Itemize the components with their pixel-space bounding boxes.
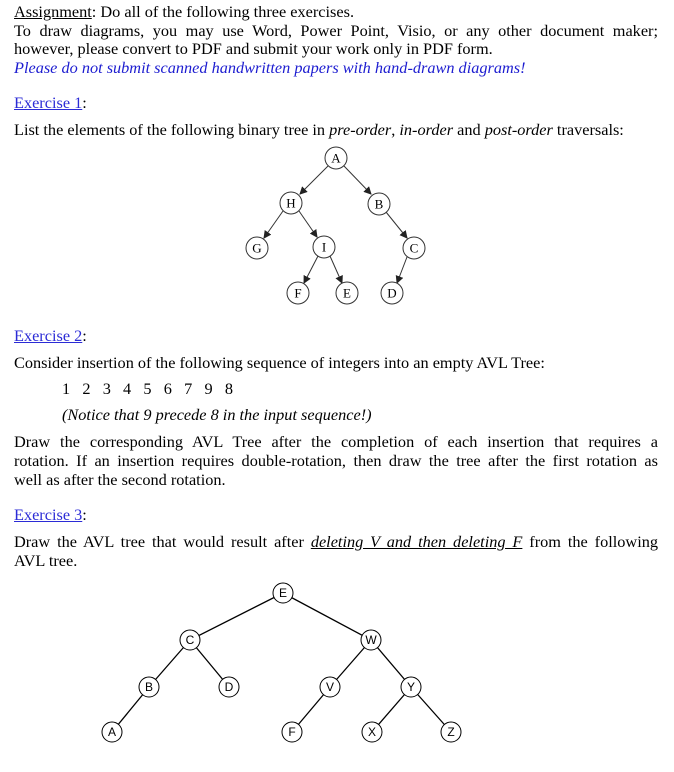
exercise-2-link[interactable]: Exercise 2 (14, 326, 83, 345)
exercise-2-paragraph: well as after the second rotation. (14, 470, 226, 489)
node-label: C (409, 240, 419, 256)
node-label: B (374, 196, 384, 212)
exercise-3-link[interactable]: Exercise 3 (14, 505, 83, 524)
node-label: X (367, 725, 377, 739)
exercise-2-heading: Exercise 2: (14, 326, 87, 345)
node-label: E (343, 285, 351, 301)
exercise-3-text: AVL tree. (14, 551, 78, 570)
exercise-3-heading: Exercise 3: (14, 505, 87, 524)
instructions-line: however, please convert to PDF and submit your work only in PDF form. (14, 39, 493, 58)
node-label: E (278, 586, 288, 600)
node-label: W (365, 633, 377, 647)
node-label: F (294, 285, 302, 301)
node-label: V (325, 680, 335, 694)
node-label: A (107, 725, 117, 739)
avl-tree-nodes (102, 583, 461, 742)
node-label: A (331, 150, 341, 166)
exercise-1-text: List the elements of the following binary tree in pre-order, in-order and post-order traversals: (14, 120, 624, 139)
avl-tree-edges (112, 593, 451, 732)
exercise-3-text: Draw the AVL tree that would result after deleting V and then deleting F from the following (14, 532, 658, 551)
binary-tree-labels (252, 151, 418, 301)
assignment-text: : Do all of the following three exercises. (91, 2, 355, 21)
assignment-label: Assignment (14, 2, 92, 21)
node-label: H (286, 195, 296, 211)
avl-tree-labels (108, 586, 455, 739)
binary-tree (264, 166, 407, 283)
node-label: D (387, 285, 397, 301)
exercise-2-paragraph: rotation. If an insertion requires double-rotation, then draw the tree after the first rotation as (14, 451, 658, 470)
warning-text: Please do not submit scanned handwritten papers with hand-drawn diagrams! (14, 58, 526, 77)
integer-sequence: 1 2 3 4 5 6 7 9 8 (62, 379, 233, 398)
node-label: C (185, 633, 195, 647)
exercise-2-text: Consider insertion of the following sequence of integers into an empty AVL Tree: (14, 353, 545, 372)
exercise-2-paragraph: Draw the corresponding AVL Tree after the completion of each insertion that requires a (14, 432, 658, 451)
node-label: Y (406, 680, 416, 694)
notice-text: (Notice that 9 precede 8 in the input sequence!) (62, 405, 372, 424)
node-label: G (252, 240, 262, 256)
exercise-1-link[interactable]: Exercise 1 (14, 93, 83, 112)
node-label: D (224, 680, 234, 694)
node-label: I (321, 239, 327, 255)
instructions-line: To draw diagrams, you may use Word, Power Point, Visio, or any other document maker; (14, 21, 658, 40)
emphasis: deleting V and then deleting F (310, 532, 523, 551)
node-label: F (288, 725, 296, 739)
node-label: Z (447, 725, 455, 739)
colon: : (82, 93, 87, 112)
node-label: B (144, 680, 154, 694)
